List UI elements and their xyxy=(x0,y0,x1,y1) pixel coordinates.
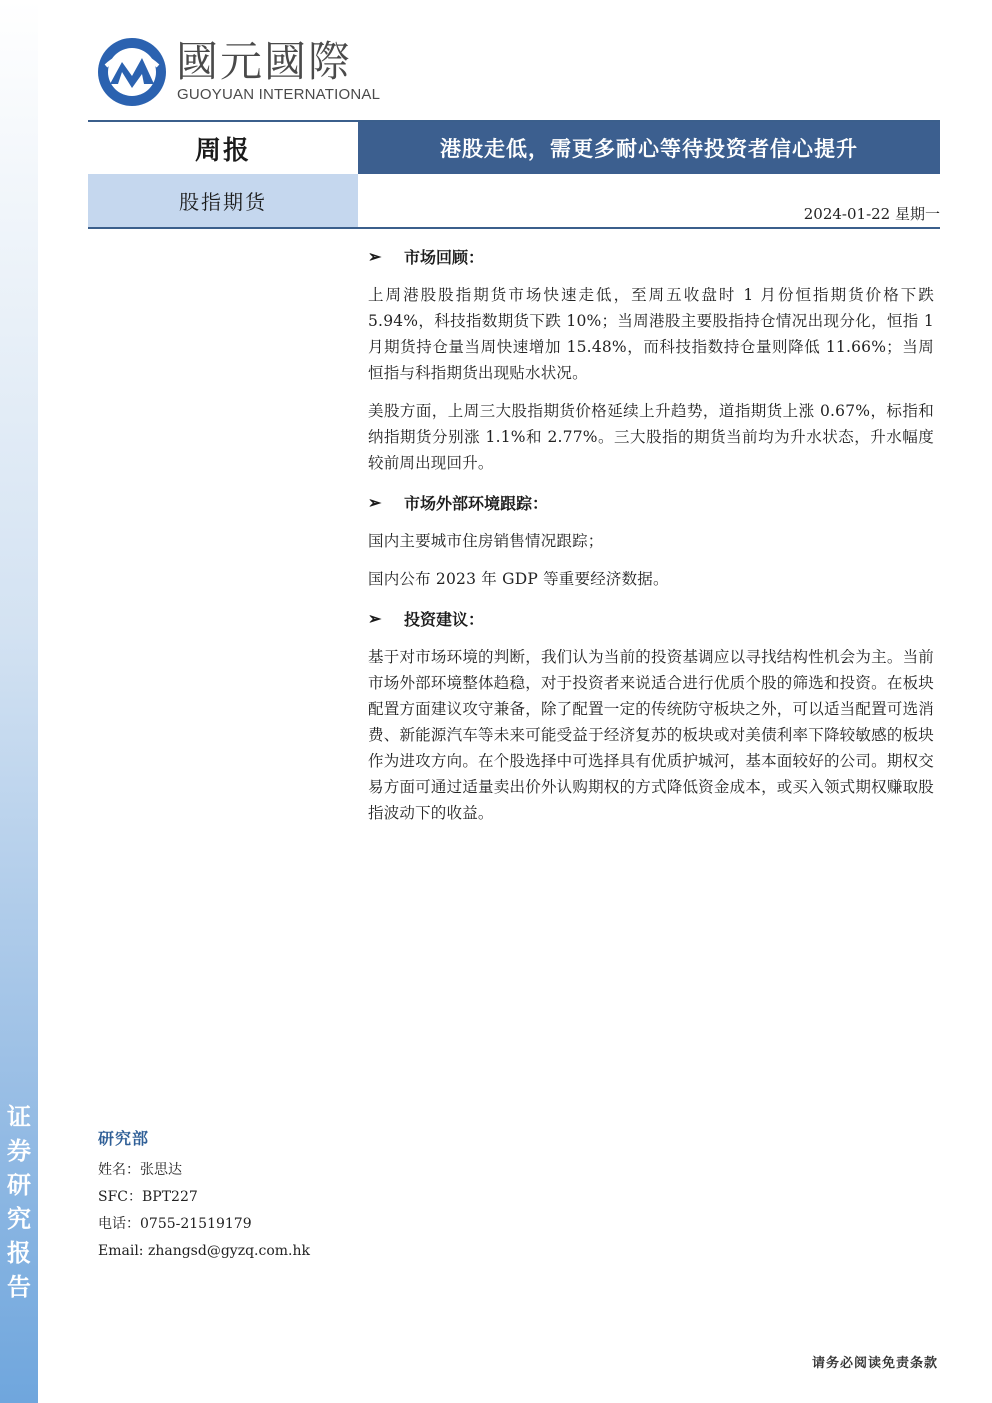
main-content xyxy=(368,240,934,826)
section-title-text: 投资建议： xyxy=(404,609,485,629)
paragraph: 基于对市场环境的判断，我们认为当前的投资基调应以寻找结构性机会为主。当前市场外部环境整体趋稳，对于投资者来说适合进行优质个股的筛选和投资。在板块配置方面建议攻守兼备，除了配置一定的传统防守板块之外，可以适当配置可选消费、新能源汽车等未来可能受益于经济复苏的板块或对美债利率下降较敏感的板块作为进攻方向。在个股选择中可选择具有优质护城河，基本面较好的公司。期权交易方面可通过适量卖出价外认购期权的方式降低资金成本，或买入领式期权赚取股指波动下的收益。 xyxy=(368,648,934,822)
section-title-text: 市场回顾： xyxy=(404,247,485,267)
report-headline: 港股走低，需更多耐心等待投资者信心提升 xyxy=(358,122,940,174)
sidebar-char: 券 xyxy=(7,1137,31,1165)
sidebar-char: 证 xyxy=(7,1103,31,1131)
section-title-text: 市场外部环境跟踪： xyxy=(404,493,549,513)
arrow-bullet-icon: ➢ xyxy=(368,492,382,512)
sidebar-char: 研 xyxy=(7,1171,31,1199)
sidebar-label xyxy=(4,1100,34,1304)
analyst-email[interactable]: Email: zhangsd@gyzq.com.hk xyxy=(98,1243,310,1259)
report-date: 2024-01-22 星期一 xyxy=(803,205,940,223)
sidebar-char: 告 xyxy=(7,1273,31,1301)
team-title: 研究部 xyxy=(98,1129,150,1148)
section-title-market-review xyxy=(368,240,934,272)
header-bottom-rule xyxy=(88,227,940,229)
analyst-sfc: SFC：BPT227 xyxy=(98,1189,198,1205)
paragraph: 美股方面，上周三大股指期货价格延续上升趋势，道指期货上涨 0.67%，标指和纳指期货分别涨 1.1%和 2.77%。三大股指的期货当前均为升水状态，升水幅度较前周出现回升。 xyxy=(368,402,934,472)
analyst-name: 姓名：张思达 xyxy=(98,1162,182,1178)
paragraph: 国内主要城市住房销售情况跟踪； xyxy=(368,532,604,550)
analyst-phone: 电话：0755-21519179 xyxy=(98,1216,252,1232)
sidebar-char: 究 xyxy=(7,1205,31,1233)
paragraph: 国内公布 2023 年 GDP 等重要经济数据。 xyxy=(368,570,669,588)
disclaimer-note[interactable]: 请务必阅读免责条款 xyxy=(811,1356,938,1371)
paragraph: 上周港股股指期货市场快速走低，至周五收盘时 1 月份恒指期货价格下跌 5.94%，科技指数期货下跌 10%；当周港股主要股指持仓情况出现分化，恒指 1 月期货持仓量当周快速增加 15.48%，而科技指数持仓量则降低 11.66%；当周恒指与科指期货出现贴水状况。 xyxy=(368,286,934,382)
sector-label: 股指期货 xyxy=(88,174,358,227)
sidebar-char: 报 xyxy=(7,1239,31,1267)
logo-english-name: GUOYUAN INTERNATIONAL xyxy=(177,86,381,103)
logo-mark-icon xyxy=(96,36,168,108)
section-title-external-environment xyxy=(368,486,934,518)
arrow-bullet-icon: ➢ xyxy=(368,608,382,628)
logo-chinese-name: 國元國際 xyxy=(176,37,353,86)
arrow-bullet-icon: ➢ xyxy=(368,246,382,266)
report-type-label: 周报 xyxy=(88,122,358,174)
research-team-info xyxy=(98,1126,358,1265)
company-logo xyxy=(96,36,381,108)
section-title-investment-advice xyxy=(368,602,934,634)
